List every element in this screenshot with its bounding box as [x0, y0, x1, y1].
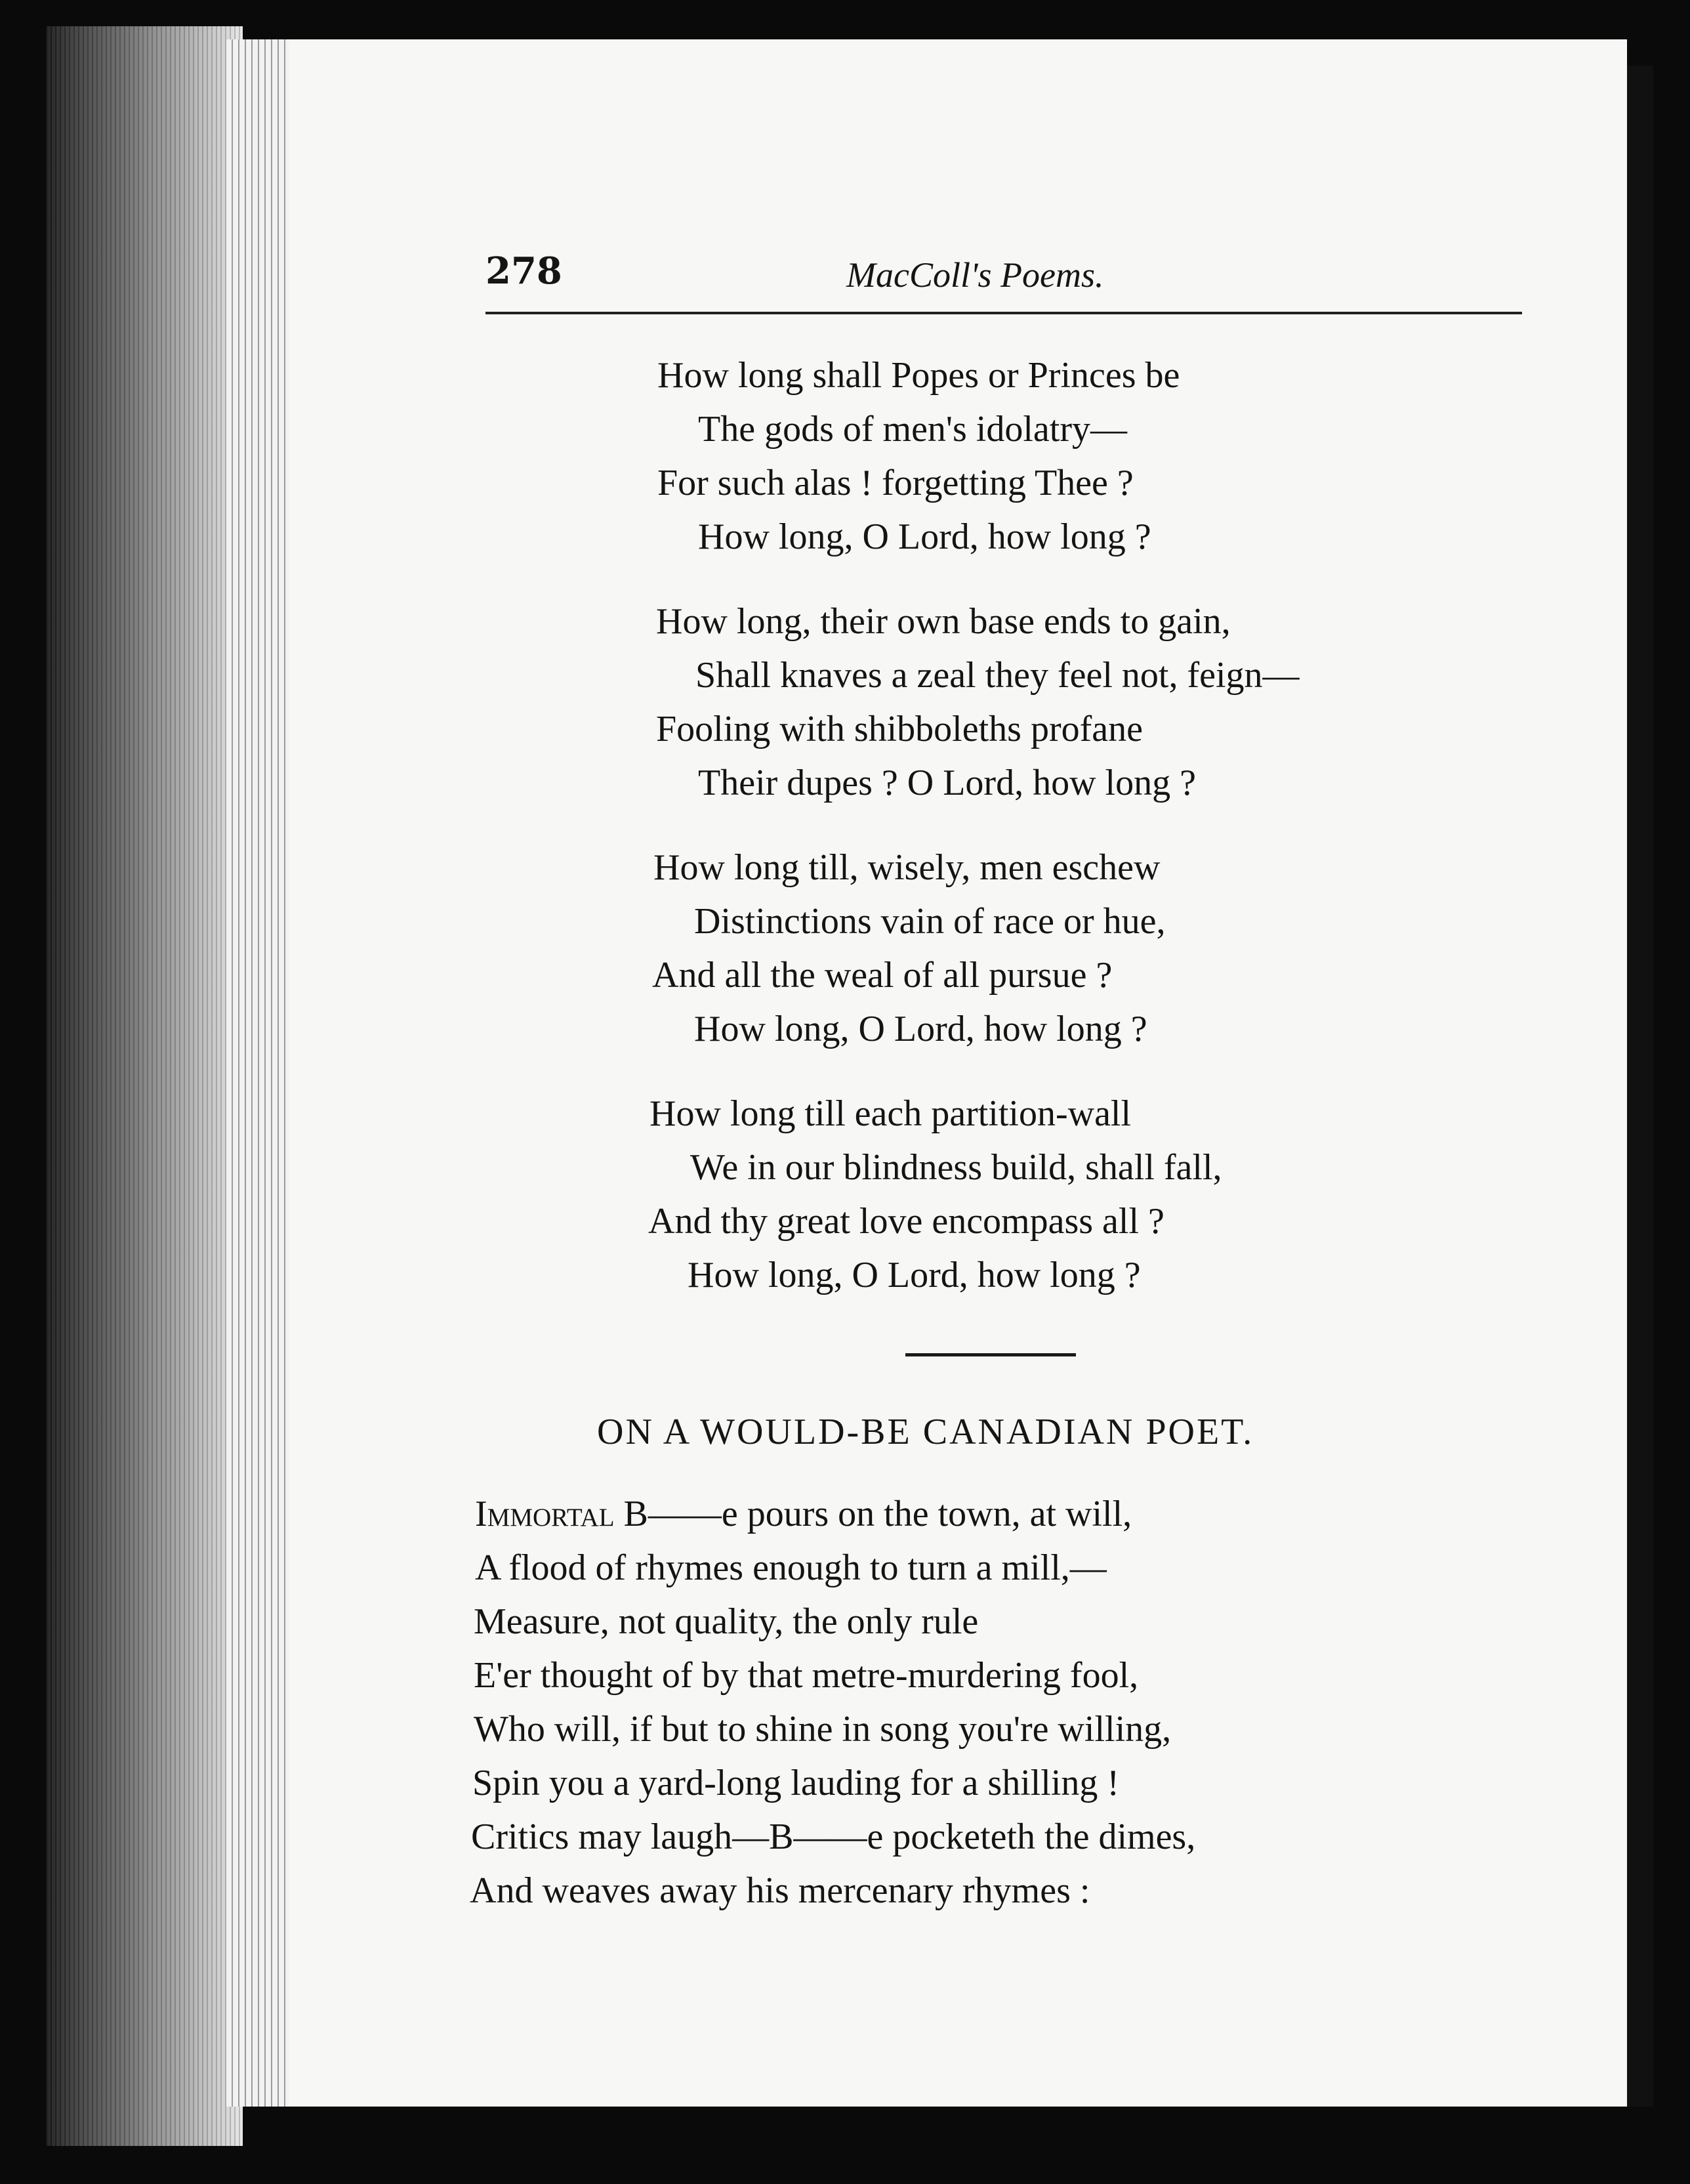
poem-line: And all the weal of all pursue ?	[652, 955, 1113, 996]
poem-line: Who will, if but to shine in song you're willing,	[474, 1709, 1172, 1750]
header-rule	[485, 312, 1522, 314]
poem-line: E'er thought of by that metre-murdering fool,	[474, 1655, 1139, 1696]
poem-line: How long, O Lord, how long ?	[698, 516, 1151, 557]
running-title: MacColl's Poems.	[846, 255, 1104, 295]
poem-line: Distinctions vain of race or hue,	[694, 901, 1166, 942]
poem-line: How long, O Lord, how long ?	[694, 1009, 1147, 1049]
poem-line: For such alas ! forgetting Thee ?	[657, 463, 1134, 503]
poem-line: Critics may laugh—B——e pocketeth the dimes,	[471, 1816, 1196, 1857]
poem-title: ON A WOULD-BE CANADIAN POET.	[597, 1412, 1254, 1452]
poem-line: And weaves away his mercenary rhymes :	[470, 1870, 1090, 1911]
poem-first-word: Immortal	[475, 1494, 615, 1534]
poem-line: How long till, wisely, men eschew	[653, 847, 1161, 888]
poem-line: Spin you a yard-long lauding for a shilling !	[472, 1763, 1120, 1803]
poem-line: How long till each partition-wall	[649, 1093, 1132, 1134]
poem-line: Shall knaves a zeal they feel not, feign—	[695, 655, 1300, 696]
poem-line	[475, 1493, 1132, 1535]
poem-line-text: B——e pours on the town, at will,	[614, 1494, 1132, 1534]
poem-line: Measure, not quality, the only rule	[474, 1601, 979, 1642]
poem-line: A flood of rhymes enough to turn a mill,—	[475, 1547, 1107, 1588]
page-stack-edge	[226, 39, 299, 2107]
book-fore-edge	[46, 26, 243, 2146]
page-number: 278	[485, 249, 562, 293]
poem-line: How long, their own base ends to gain,	[656, 601, 1231, 642]
poem-line: And thy great love encompass all ?	[648, 1201, 1164, 1242]
poem-line: We in our blindness build, shall fall,	[690, 1147, 1222, 1188]
poem-line: How long shall Popes or Princes be	[657, 355, 1180, 396]
page-shadow-edge	[1627, 66, 1653, 2107]
poem-line: The gods of men's idolatry—	[698, 409, 1127, 450]
poem-line: How long, O Lord, how long ?	[688, 1255, 1141, 1295]
poem-line: Their dupes ? O Lord, how long ?	[698, 763, 1196, 803]
poem-line: Fooling with shibboleths profane	[656, 709, 1143, 749]
section-divider	[905, 1353, 1076, 1356]
